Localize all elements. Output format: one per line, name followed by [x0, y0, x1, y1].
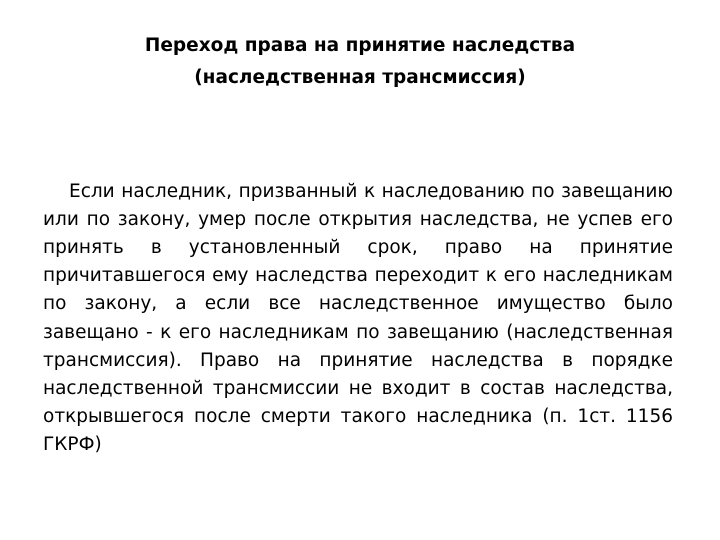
title-line-2: (наследственная трансмиссия) — [194, 67, 526, 88]
body-paragraph: Если наследник, призванный к наследованию по завещанию или по закону, умер после открытия наследства, не успев его принять в установленный срок, право на принятие причитавшегося ему наследства переходит к его наследникам по закону, а если все наследственное имущество было завещано - к его наследникам по завещанию (наследственная трансмиссия). Право на принятие наследства в порядке наследственной трансмиссии не входит в состав наследства, открывшегося после смерти такого наследника (п. 1ст. 1156 ГКРФ) — [43, 180, 673, 456]
slide-title — [60, 30, 660, 94]
title-line-1: Переход права на принятие наследства — [144, 35, 576, 56]
